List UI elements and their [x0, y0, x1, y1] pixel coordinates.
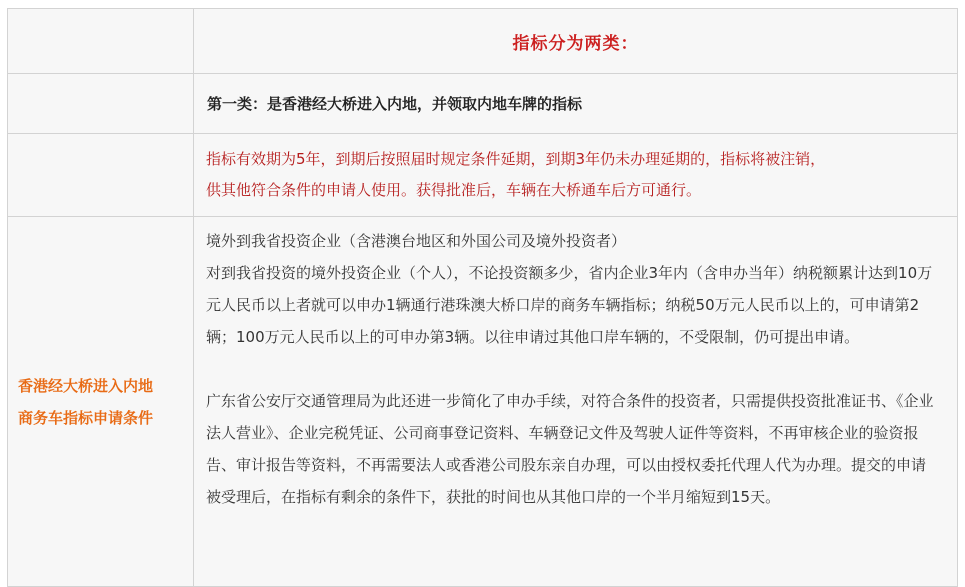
table-title: 指标分为两类： [512, 33, 639, 54]
table-row-title [8, 9, 958, 74]
conditions-label-cell [8, 217, 194, 587]
table-row-first-category [8, 74, 958, 134]
info-table [7, 8, 958, 587]
validity-line-2: 供其他符合条件的申请人使用。获得批准后，车辆在大桥通车后方可通行。 [206, 181, 702, 199]
paragraph-spacer [206, 353, 939, 385]
title-cell [194, 9, 958, 74]
table-row-validity [8, 134, 958, 217]
validity-cell [194, 134, 958, 217]
conditions-label-line-1: 香港经大桥进入内地 [18, 376, 154, 395]
conditions-paragraph-3: 广东省公安厅交通管理局为此还进一步简化了申办手续，对符合条件的投资者，只需提供投资批准证书、《企业法人营业》、企业完税凭证、公司商事登记资料、车辆登记文件及驾驶人证件等资料，不再审核企业的验资报告、审计报告等资料，不再需要法人或香港公司股东亲自办理，可以由授权委托代理人代为办理。提交的申请被受理后，在指标有剩余的条件下，获批的时间也从其他口岸的一个半月缩短到15天。 [206, 392, 934, 506]
empty-cell [8, 9, 194, 74]
conditions-paragraph-2: 对到我省投资的境外投资企业（个人），不论投资额多少，省内企业3年内（含申办当年）纳税额累计达到10万元人民币以上者就可以申办1辆通行港珠澳大桥口岸的商务车辆指标；纳税50万元人民币以上的，可申请第2辆；100万元人民币以上的可申办第3辆。以往申请过其他口岸车辆的，不受限制，仍可提出申请。 [206, 264, 933, 346]
conditions-paragraph-1: 境外到我省投资企业（含港澳台地区和外国公司及境外投资者） [206, 232, 627, 250]
table-row-conditions [8, 217, 958, 587]
empty-cell [8, 74, 194, 134]
conditions-label-line-2: 商务车指标申请条件 [18, 408, 154, 427]
empty-cell [8, 134, 194, 217]
first-category-cell [194, 74, 958, 134]
conditions-cell [194, 217, 958, 587]
validity-line-1: 指标有效期为5年，到期后按照届时规定条件延期，到期3年仍未办理延期的，指标将被注销， [206, 150, 826, 168]
first-category-text: 第一类：是香港经大桥进入内地，并领取内地车牌的指标 [207, 95, 583, 113]
